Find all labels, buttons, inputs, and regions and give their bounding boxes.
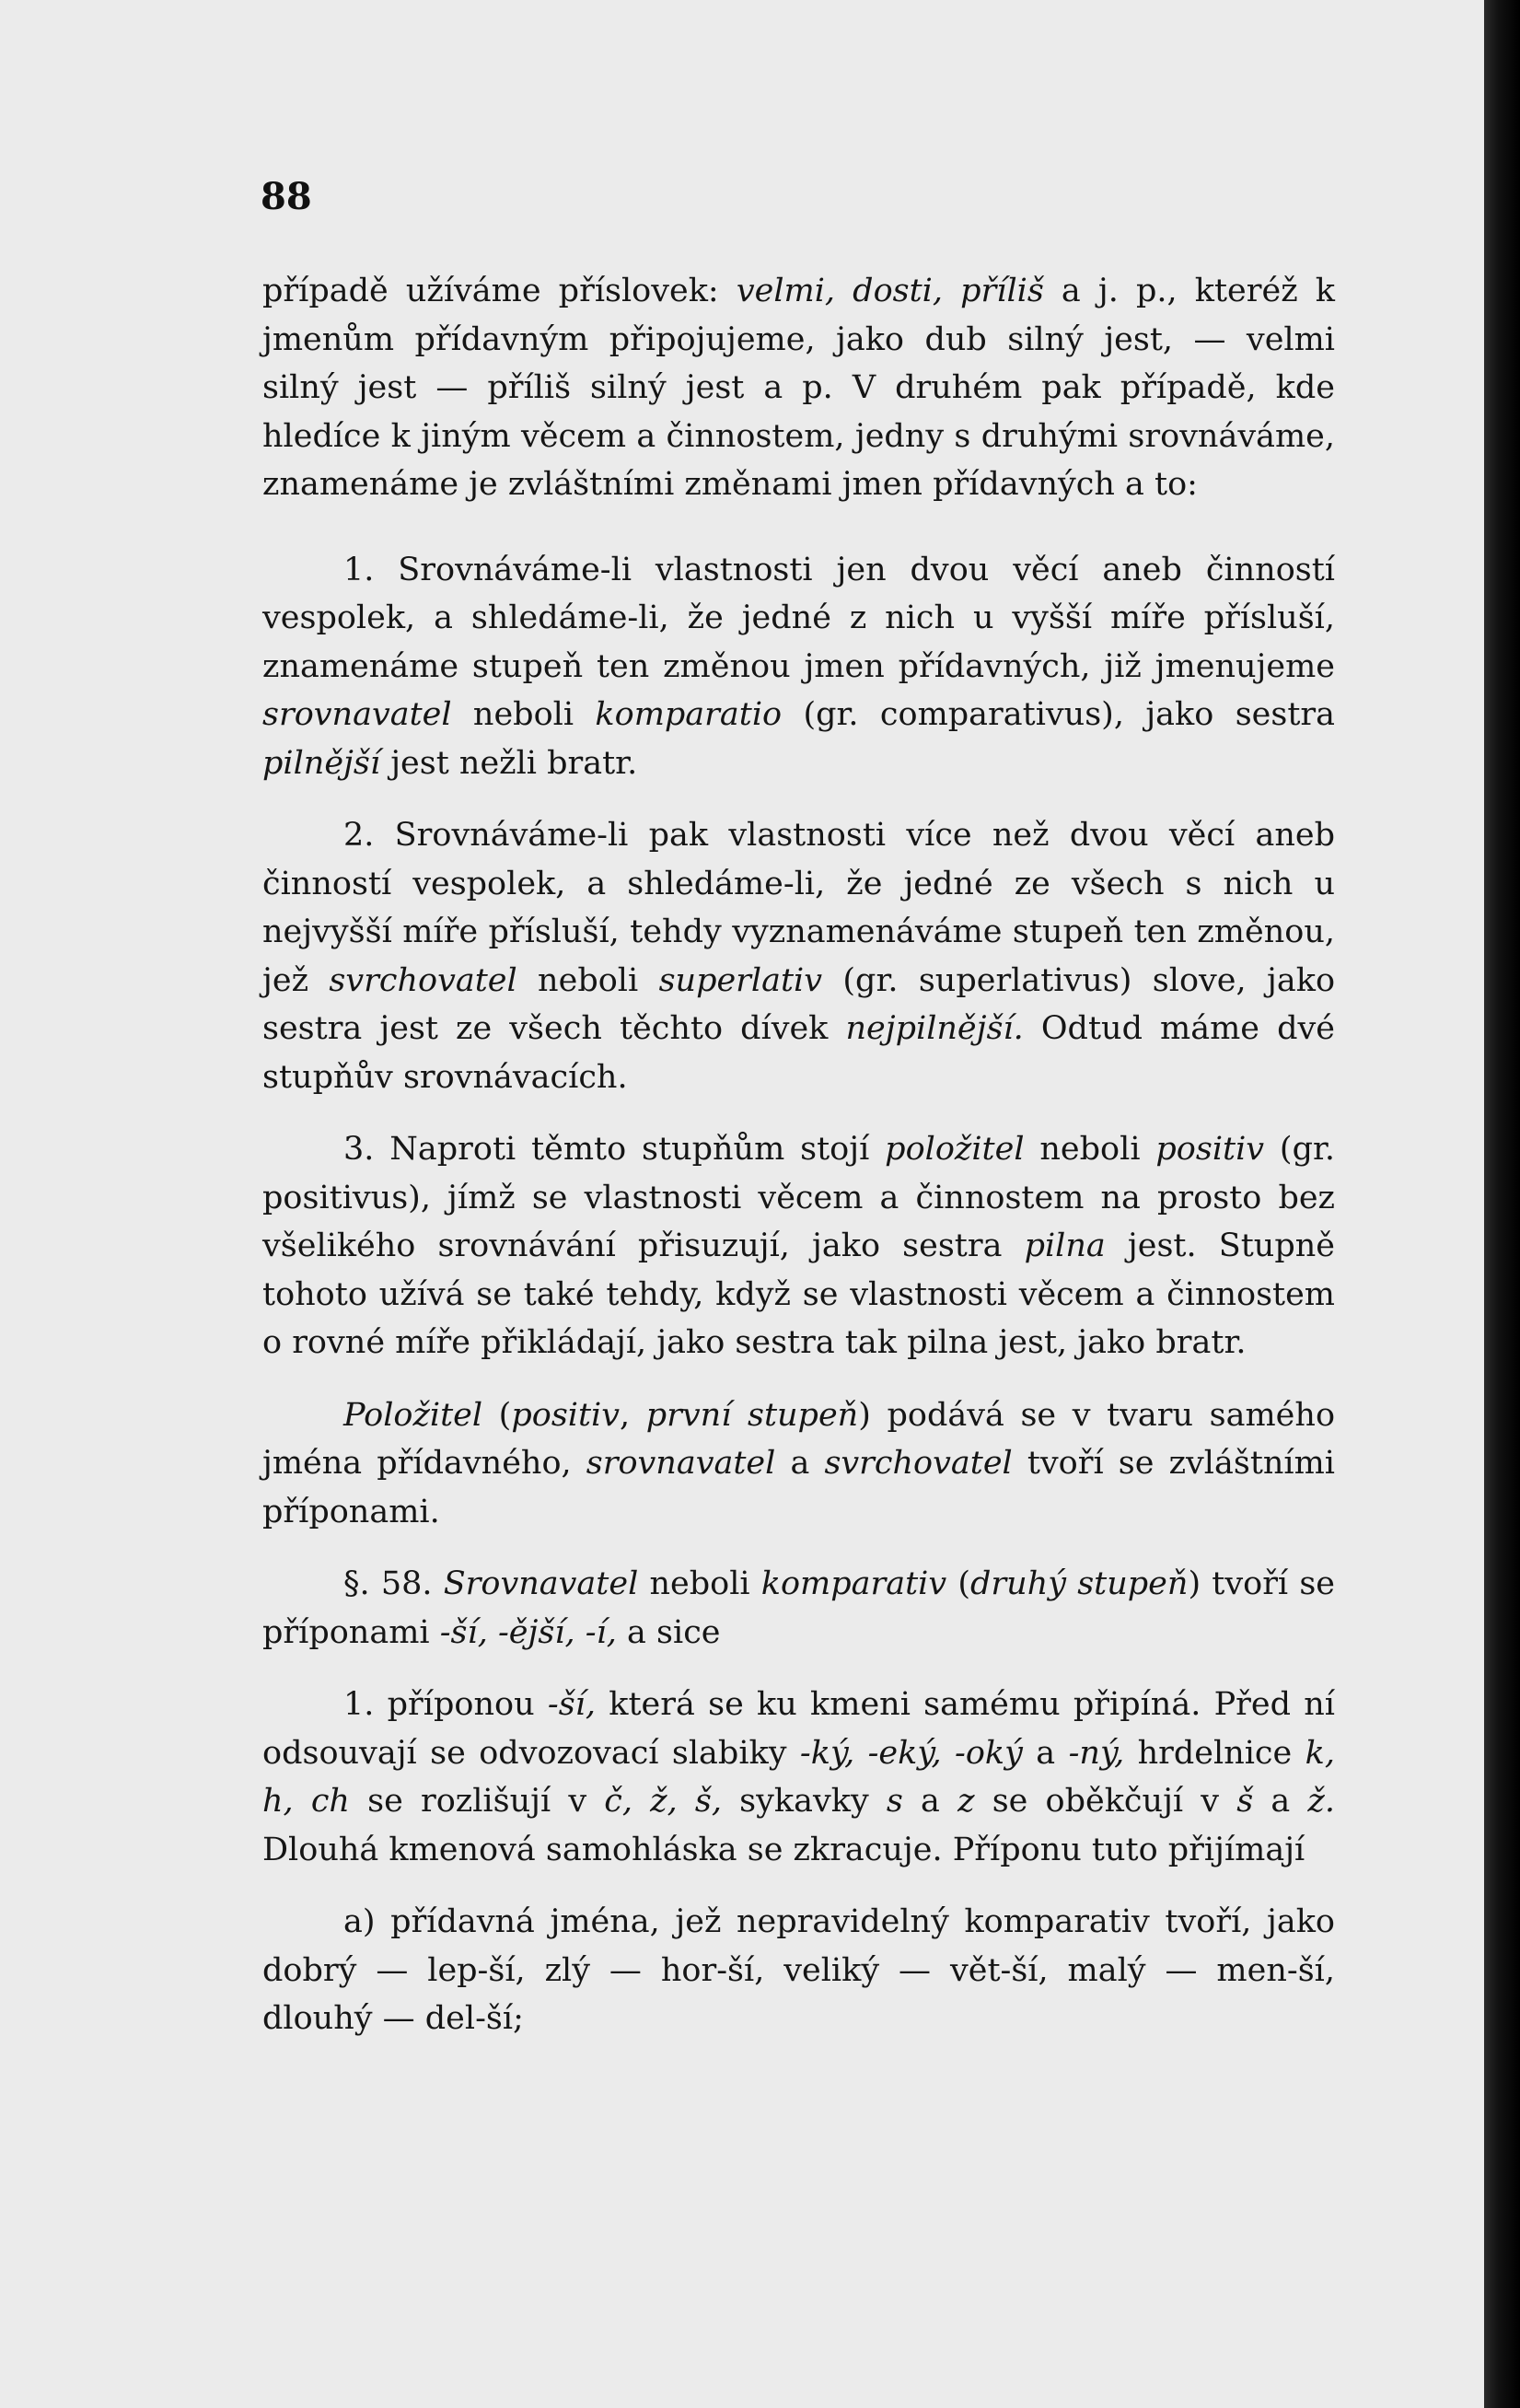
italic-term: komparatio xyxy=(595,696,783,733)
italic-term: -ší, -ější, -í, xyxy=(439,1613,617,1651)
italic-term: svrchovatel xyxy=(329,961,517,999)
italic-term: nejpilnější. xyxy=(845,1010,1024,1047)
text-run: a) přídavná jména, jež nepravidelný komparativ tvoří, jako dobrý — lep-ší, zlý — hor-ší, veliký — vět-ší, malý — men-ší, dlouhý — del-ší; xyxy=(262,1903,1335,2037)
paragraph xyxy=(262,811,1335,1101)
text-run: (gr. positivus), jímž se vlastnosti věcem a činnostem na prosto bez všelikého srovnávání přisuzují, jako sestra xyxy=(262,1131,1335,1264)
text-run: tvoří se zvláštními příponami. xyxy=(262,1445,1336,1530)
italic-term: komparativ xyxy=(760,1565,947,1602)
italic-term: položitel xyxy=(885,1131,1025,1168)
italic-term: pilnější xyxy=(262,744,381,782)
italic-term: š xyxy=(1236,1783,1254,1820)
italic-term: k, h, ch xyxy=(262,1734,1335,1820)
text-run: 2. Srovnáváme-li pak vlastnosti více než dvou věcí aneb činností vespolek, a shledáme-li, že jedné ze všech s nich u nejvyšší míře přísluší, tehdy vyznamenáváme stupeň ten změnou, jež xyxy=(262,817,1335,999)
text-run: neboli xyxy=(638,1565,761,1602)
page-edge-shadow xyxy=(1484,0,1520,2408)
text-run: která se ku kmeni samému připíná. Před ní odsouvají se odvozovací slabiky xyxy=(262,1686,1336,1772)
italic-term: Srovnavatel xyxy=(443,1565,639,1602)
italic-term: svrchovatel xyxy=(824,1445,1013,1482)
italic-term: druhý stupeň xyxy=(970,1565,1189,1602)
paragraph xyxy=(262,1681,1335,1874)
italic-term: s xyxy=(886,1783,903,1820)
text-run: 1. Srovnáváme-li vlastnosti jen dvou věcí aneb činností vespolek, a shledáme-li, že jedné z nich u vyšší míře přísluší, znamenáme stupeň ten změnou jmen přídavných, již jmenujeme xyxy=(262,551,1335,685)
text-run: a sice xyxy=(616,1613,721,1651)
text-run: ( xyxy=(946,1565,971,1602)
italic-term: velmi, dosti, příliš xyxy=(736,273,1044,309)
italic-term: srovnavatel xyxy=(262,696,452,733)
paragraph xyxy=(262,546,1335,788)
text-run: případě užíváme příslovek: xyxy=(262,273,737,309)
text-run: 1. příponou xyxy=(343,1686,548,1723)
text-run: a xyxy=(775,1445,825,1482)
paragraph xyxy=(262,1898,1335,2043)
text-run: Odtud máme dvé stupňův srovnávacích. xyxy=(262,1010,1335,1096)
paragraph xyxy=(262,1560,1335,1657)
italic-term: superlativ xyxy=(658,961,823,999)
text-run: a xyxy=(902,1783,958,1820)
italic-term: srovnavatel xyxy=(586,1445,776,1482)
page-text xyxy=(262,267,1335,2067)
italic-term: -ší, xyxy=(547,1686,596,1723)
text-run: neboli xyxy=(516,961,659,999)
text-run: hrdelnice xyxy=(1124,1734,1305,1772)
italic-term: positiv xyxy=(511,1396,621,1434)
text-run: jest nežli bratr. xyxy=(380,744,638,782)
paragraph xyxy=(262,267,1335,509)
text-run: se oběkčují v xyxy=(974,1783,1237,1820)
text-run: , xyxy=(620,1396,646,1434)
italic-term: ž. xyxy=(1307,1783,1335,1820)
text-run: neboli xyxy=(451,696,596,733)
italic-term: -ný, xyxy=(1068,1734,1125,1772)
italic-term: první stupeň xyxy=(645,1396,859,1434)
italic-term: pilna xyxy=(1024,1227,1106,1264)
text-run: ) tvoří se příponami xyxy=(262,1565,1335,1651)
italic-term: z xyxy=(957,1783,975,1820)
text-run: se rozlišují v xyxy=(349,1783,605,1820)
text-run: §. 58. xyxy=(343,1565,444,1602)
italic-term: positiv xyxy=(1155,1131,1265,1168)
text-run: (gr. superlativus) slove, jako sestra jest ze všech těchto dívek xyxy=(262,961,1336,1047)
text-run: a j. p., kteréž k jmenům přídavným připojujeme, jako dub silný jest, — velmi silný jest — příliš silný jest a p. V druhém pak případě, kde hledíce k jiným věcem a činnostem, jedny s druhými srovnáváme, znamenáme je zvláštními změnami jmen přídavných a to: xyxy=(262,273,1335,503)
text-run: a xyxy=(1022,1734,1069,1772)
italic-term: č, ž, š, xyxy=(604,1783,722,1820)
italic-term: -ký, -eký, -oký xyxy=(799,1734,1023,1772)
page-number: 88 xyxy=(261,175,312,218)
paragraph xyxy=(262,1391,1335,1537)
text-run: Dlouhá kmenová samohláska se zkracuje. Příponu tuto přijímají xyxy=(262,1831,1305,1868)
paragraph xyxy=(262,1125,1335,1367)
text-run: sykavky xyxy=(722,1783,887,1820)
text-run: ) podává se v tvaru samého jména přídavného, xyxy=(262,1396,1336,1482)
text-run: 3. Naproti těmto stupňům stojí xyxy=(343,1131,886,1168)
text-run: ( xyxy=(482,1396,512,1434)
italic-term: Položitel xyxy=(343,1396,483,1434)
text-run: jest. Stupně tohoto užívá se také tehdy, když se vlastnosti věcem a činnostem o rovné míře přikládají, jako sestra tak pilna jest, jako bratr. xyxy=(262,1227,1335,1361)
text-run: neboli xyxy=(1024,1131,1156,1168)
text-run: a xyxy=(1253,1783,1308,1820)
text-run: (gr. comparativus), jako sestra xyxy=(782,696,1335,733)
